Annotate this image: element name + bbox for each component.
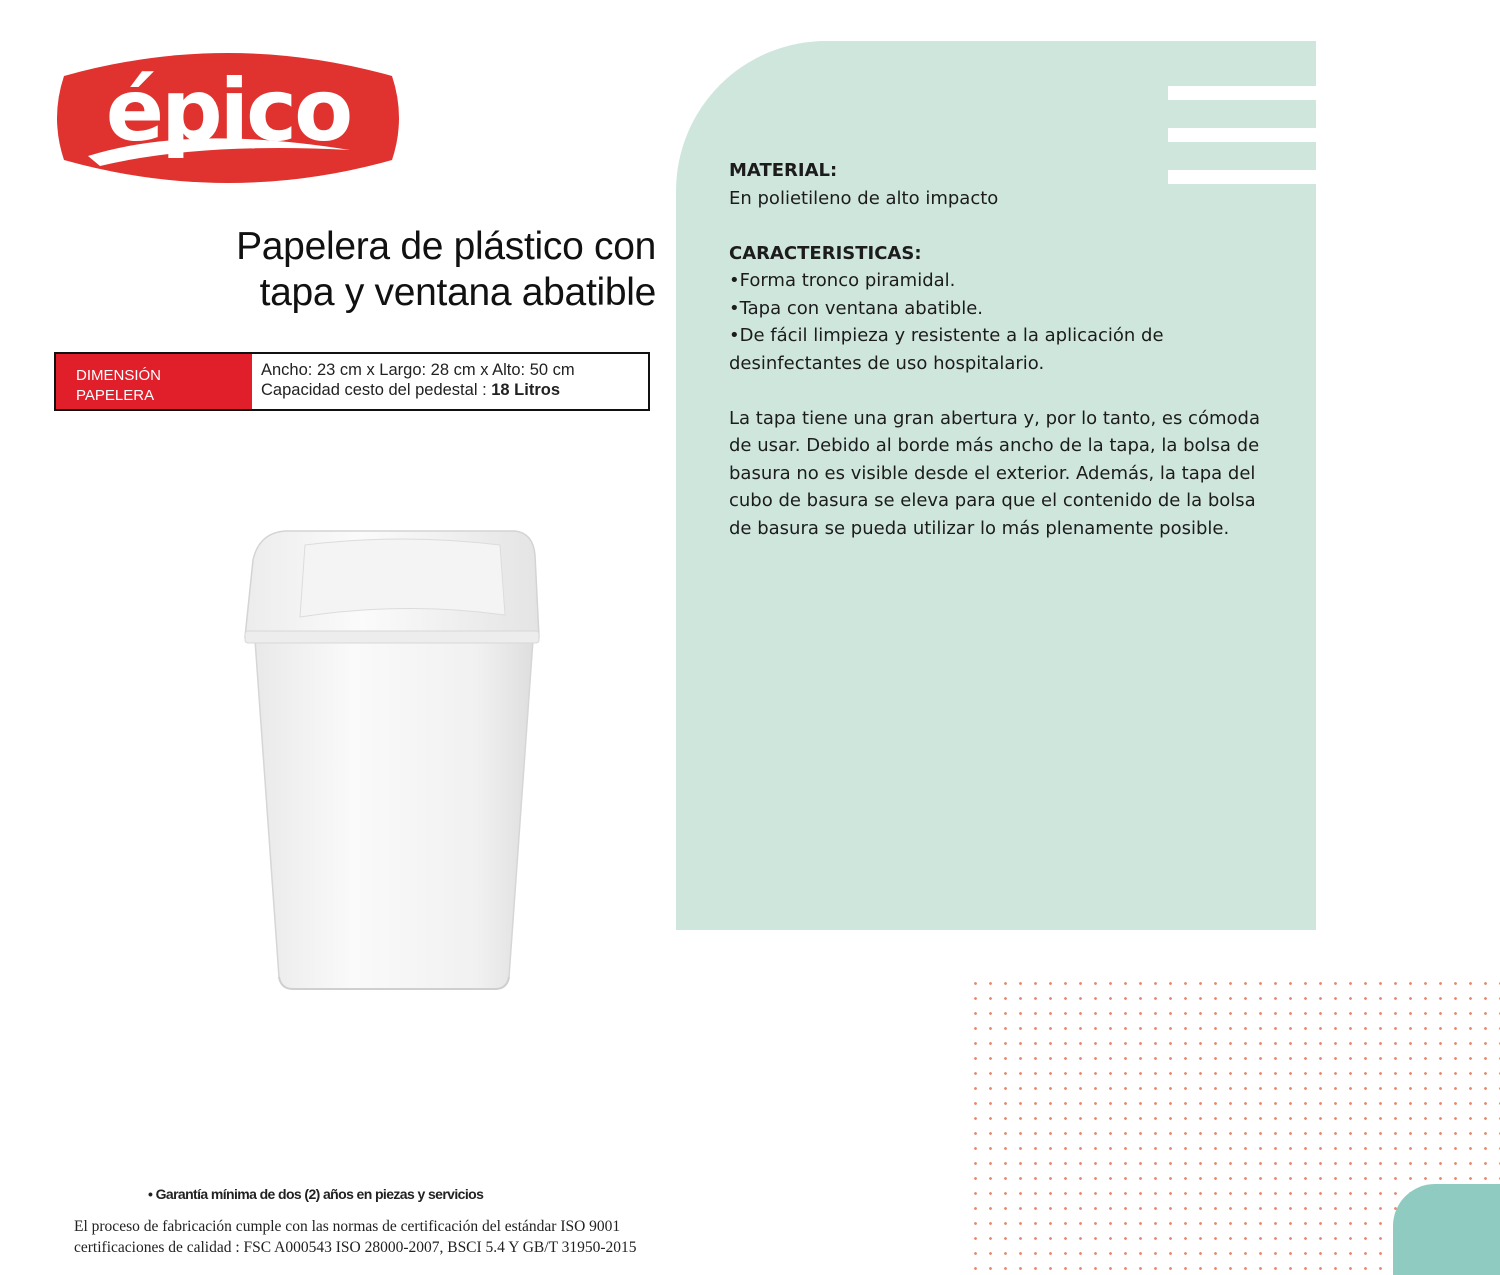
brand-logo bbox=[50, 38, 406, 198]
description-line: de usar. Debido al borde más ancho de la tapa, la bolsa de bbox=[729, 435, 1260, 456]
description-line: cubo de basura se eleva para que el contenido de la bolsa bbox=[729, 490, 1256, 511]
description-line: basura no es visible desde el exterior. Además, la tapa del bbox=[729, 462, 1256, 484]
capacity-prefix: Capacidad cesto del pedestal : bbox=[261, 381, 492, 399]
dimension-label-line-1: DIMENSIÓN bbox=[76, 367, 162, 384]
material-text: En polietileno de alto impacto bbox=[729, 187, 999, 209]
material-heading: MATERIAL: bbox=[729, 160, 838, 181]
feature-item: •De fácil limpieza y resistente a la aplicación de bbox=[729, 325, 1164, 346]
warranty-note: • Garantía mínima de dos (2) años en piezas y servicios bbox=[148, 1186, 484, 1202]
dimension-capacity bbox=[261, 380, 648, 400]
dimension-label bbox=[56, 354, 252, 409]
logo-text: épico bbox=[105, 61, 351, 161]
corner-shape bbox=[1393, 1184, 1500, 1275]
title-line-2: tapa y ventana abatible bbox=[259, 271, 656, 314]
dimension-values bbox=[252, 354, 648, 409]
feature-item: desinfectantes de uso hospitalario. bbox=[729, 352, 1045, 374]
features-heading: CARACTERISTICAS: bbox=[729, 242, 922, 264]
title-line-1: Papelera de plástico con bbox=[236, 225, 656, 268]
decor-stripe bbox=[1168, 86, 1316, 100]
product-image bbox=[155, 505, 625, 995]
product-title bbox=[150, 224, 656, 316]
certification-line: certificaciones de calidad : FSC A000543 ISO 28000-2007, BSCI 5.4 Y GB/T 31950-2015 bbox=[74, 1239, 637, 1256]
dimension-table bbox=[54, 352, 650, 411]
certification-note bbox=[74, 1216, 674, 1258]
dimension-label-line-2: PAPELERA bbox=[76, 387, 155, 404]
feature-item: •Forma tronco piramidal. bbox=[729, 270, 956, 291]
capacity-value: 18 Litros bbox=[491, 381, 561, 399]
description-line: de basura se pueda utilizar lo más plenamente posible. bbox=[729, 517, 1230, 539]
description-line: La tapa tiene una gran abertura y, por lo tanto, es cómoda bbox=[729, 407, 1260, 429]
product-details bbox=[729, 157, 1289, 542]
decor-stripe bbox=[1168, 128, 1316, 142]
dimension-measures: Ancho: 23 cm x Largo: 28 cm x Alto: 50 cm bbox=[261, 361, 575, 379]
feature-item: •Tapa con ventana abatible. bbox=[729, 297, 984, 319]
certification-line: El proceso de fabricación cumple con las normas de certificación del estándar ISO 9001 bbox=[74, 1218, 621, 1235]
